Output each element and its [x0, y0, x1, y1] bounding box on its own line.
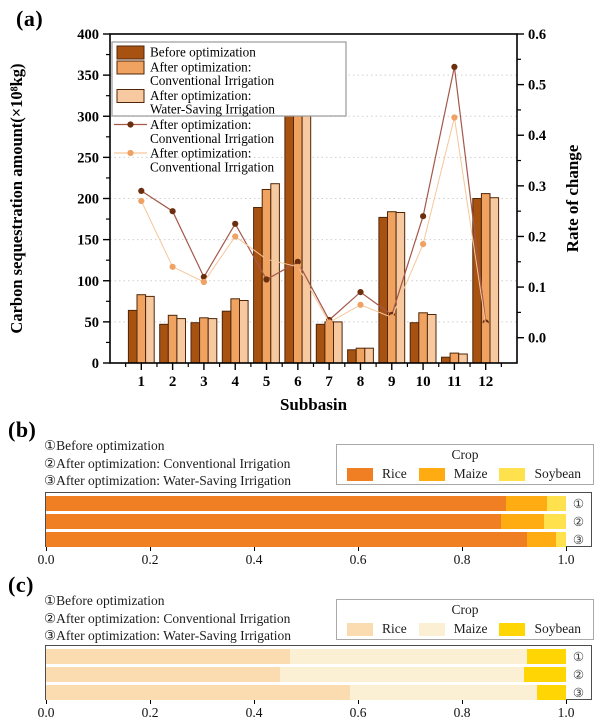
- legend-label: Before optimization: [150, 44, 256, 60]
- bar: [200, 318, 209, 363]
- bar: [168, 315, 177, 363]
- axis-tick: [254, 700, 255, 704]
- axis-tick: [358, 547, 359, 551]
- stacked-bar: [46, 649, 566, 664]
- line-marker: [295, 264, 301, 270]
- bar: [222, 311, 231, 363]
- legend-label: After optimization:: [150, 88, 252, 103]
- line-marker: [263, 276, 269, 282]
- legend-line-marker: [127, 121, 133, 127]
- bar-segment-rice: [46, 667, 280, 682]
- line-marker: [170, 208, 176, 214]
- bar: [490, 198, 499, 363]
- axis-tick-label: 0.4: [245, 552, 263, 567]
- y-tick-label: 200: [77, 191, 99, 208]
- bar: [379, 217, 388, 363]
- stacked-bar: [46, 667, 566, 682]
- y2-tick-label: 0.1: [528, 280, 547, 297]
- y2-tick-label: 0.4: [528, 128, 547, 145]
- axis-tick-label: 0.2: [141, 552, 159, 567]
- crop-legend-item: [499, 466, 581, 482]
- bar: [481, 194, 490, 363]
- crop-label: Rice: [382, 621, 407, 636]
- x-tick-label: 5: [262, 374, 271, 390]
- legend-label: After optimization:: [150, 117, 252, 132]
- bar: [450, 353, 459, 363]
- bar-segment-soybean: [524, 667, 566, 682]
- bar: [334, 322, 343, 363]
- axis-tick-label: 0.4: [245, 705, 263, 720]
- stacked-bar-row: [46, 532, 591, 547]
- bar-segment-soybean: [544, 514, 566, 529]
- stacked-bar-row: [46, 514, 591, 529]
- y2-tick-label: 0.6: [528, 27, 547, 43]
- bar: [348, 350, 357, 363]
- bar-segment-rice: [46, 532, 527, 547]
- line-marker: [138, 198, 144, 204]
- axis-tick: [254, 547, 255, 551]
- bar: [160, 324, 169, 363]
- line-marker: [170, 264, 176, 270]
- crop-legend-item: [347, 466, 407, 482]
- legend-label: Conventional Irrigation: [150, 131, 275, 146]
- row-label: ①: [572, 496, 585, 511]
- axis-tick-label: 1.0: [557, 552, 575, 567]
- bar: [419, 313, 428, 363]
- y2-tick-label: 0.2: [528, 229, 547, 246]
- y-axis-title: Carbon sequestration amount(×10⁸kg): [7, 63, 26, 334]
- y-tick-label: 0: [91, 356, 99, 372]
- line-marker: [232, 233, 238, 239]
- stacked-bar: [46, 496, 566, 511]
- row-label: ②: [572, 667, 585, 682]
- x-tick-label: 11: [447, 374, 462, 390]
- line-marker: [138, 188, 144, 194]
- stacked-bar-row: [46, 649, 591, 664]
- line-marker: [357, 289, 363, 295]
- axis-tick: [462, 547, 463, 551]
- scenario-note: ③After optimization: Water-Saving Irrigation: [44, 628, 292, 643]
- x-axis-title: Subbasin: [279, 395, 348, 414]
- x-tick-label: 2: [168, 374, 177, 390]
- row-label: ③: [572, 532, 585, 547]
- bar: [177, 319, 186, 363]
- crop-swatch: [419, 468, 445, 481]
- crop-legend-c: [336, 599, 594, 640]
- legend-swatch: [117, 46, 144, 59]
- line-marker: [263, 256, 269, 262]
- x-tick-label: 1: [137, 374, 146, 390]
- x-tick-label: 4: [231, 374, 239, 390]
- bar: [191, 323, 200, 363]
- crop-label: Rice: [382, 466, 407, 481]
- crop-legend-item: [419, 466, 488, 482]
- panel-a-tag: (a): [16, 6, 44, 31]
- y-tick-label: 300: [77, 109, 99, 126]
- crop-label: Maize: [453, 621, 488, 636]
- line-marker: [420, 213, 426, 219]
- bar: [294, 75, 303, 363]
- stacked-bar: [46, 514, 566, 529]
- bar: [240, 301, 249, 364]
- bar: [316, 324, 325, 363]
- crop-label: Maize: [453, 466, 488, 481]
- crop-label: Soybean: [534, 621, 581, 636]
- bar: [410, 323, 419, 363]
- line-marker: [326, 319, 332, 325]
- axis-tick-label: 0.2: [141, 705, 159, 720]
- stacked-bars-c: [45, 645, 592, 700]
- line-marker: [451, 64, 457, 70]
- line-marker: [232, 221, 238, 227]
- axis-tick: [462, 700, 463, 704]
- crop-legend-items-c: [337, 618, 593, 637]
- panel-b-tag: (b): [8, 417, 37, 442]
- panel-c-tag: (c): [8, 572, 34, 597]
- axis-tick-label: 0.8: [453, 705, 471, 720]
- y-tick-label: 150: [77, 232, 99, 249]
- bar-segment-maize: [527, 532, 556, 547]
- x-tick-label: 3: [200, 374, 208, 390]
- stacked-bar-row: [46, 685, 591, 700]
- x-tick-label: 9: [388, 374, 396, 390]
- crop-legend-item: [419, 621, 488, 637]
- bar: [365, 348, 374, 363]
- crop-legend-item: [499, 621, 581, 637]
- legend-line-marker: [127, 150, 133, 156]
- legend-label: After optimization:: [150, 59, 252, 75]
- bar: [427, 315, 436, 364]
- bar: [442, 357, 451, 363]
- line-marker: [201, 279, 207, 285]
- y2-tick-label: 0.0: [528, 330, 547, 347]
- row-label: ②: [572, 514, 585, 529]
- bar: [146, 296, 155, 363]
- legend-label: After optimization:: [150, 145, 252, 161]
- bar-segment-rice: [46, 514, 501, 529]
- scenario-notes-c: [44, 592, 291, 645]
- axis-tick: [150, 547, 151, 551]
- x-tick-label: 10: [415, 374, 431, 390]
- legend-swatch: [117, 61, 144, 74]
- y-tick-label: 350: [77, 68, 99, 85]
- scenario-note: ②After optimization: Conventional Irrigation: [44, 610, 291, 626]
- x-tick-label: 6: [294, 374, 302, 390]
- scenario-notes-b: [44, 437, 291, 490]
- bar-segment-maize: [280, 667, 524, 682]
- crop-swatch: [347, 623, 373, 636]
- bar-segment-soybean: [537, 685, 566, 700]
- legend-label: Water-Saving Irrigation: [150, 101, 276, 117]
- crop-swatch: [419, 623, 445, 636]
- axis-tick: [566, 700, 567, 704]
- crop-legend-title-c: Crop: [451, 602, 479, 617]
- row-label: ①: [572, 649, 585, 664]
- line-marker: [483, 322, 489, 328]
- axis-tick: [358, 700, 359, 704]
- bar: [137, 295, 146, 363]
- bar-segment-rice: [46, 685, 350, 700]
- axis-tick-label: 0.6: [349, 705, 367, 720]
- scenario-note: ①Before optimization: [44, 593, 165, 608]
- legend-label: Conventional Irrigation: [150, 73, 275, 88]
- axis-tick-label: 0.6: [349, 552, 367, 567]
- stacked-bar: [46, 685, 566, 700]
- bar: [325, 322, 334, 363]
- bar: [254, 208, 263, 364]
- bar-segment-maize: [501, 514, 544, 529]
- bar-segment-rice: [46, 649, 290, 664]
- axis-tick: [46, 547, 47, 551]
- axis-tick-label: 0.0: [37, 552, 55, 567]
- bar: [262, 190, 271, 364]
- crop-swatch: [499, 623, 525, 636]
- bar: [128, 310, 137, 363]
- y-tick-label: 100: [77, 273, 99, 290]
- axis-tick-label: 1.0: [557, 705, 575, 720]
- bar-segment-soybean: [547, 496, 566, 511]
- bar: [388, 212, 397, 363]
- bar: [459, 354, 468, 363]
- crop-swatch: [499, 468, 525, 481]
- bar: [231, 299, 240, 363]
- bar-segment-maize: [506, 496, 547, 511]
- stacked-bar: [46, 532, 566, 547]
- scenario-note: ①Before optimization: [44, 438, 165, 453]
- axis-tick: [566, 547, 567, 551]
- bar: [356, 348, 365, 363]
- legend-swatch: [117, 90, 144, 103]
- stacked-bar-row: [46, 667, 591, 682]
- bar: [285, 114, 294, 363]
- bar-segment-soybean: [527, 649, 566, 664]
- stacked-bar-row: [46, 496, 591, 511]
- line-marker: [420, 241, 426, 247]
- crop-legend-title-b: Crop: [451, 447, 479, 462]
- stacked-bars-b: [45, 492, 592, 547]
- bar-segment-soybean: [556, 532, 566, 547]
- bar: [302, 78, 311, 363]
- scenario-note: ③After optimization: Water-Saving Irrigation: [44, 473, 292, 488]
- y2-tick-label: 0.5: [528, 77, 547, 94]
- x-tick-label: 8: [356, 374, 365, 390]
- bar-segment-maize: [290, 649, 527, 664]
- line-marker: [389, 314, 395, 320]
- bar-segment-maize: [350, 685, 537, 700]
- crop-swatch: [347, 468, 373, 481]
- crop-legend-items-b: [337, 463, 593, 482]
- y2-tick-label: 0.3: [528, 178, 547, 195]
- line-marker: [451, 114, 457, 120]
- axis-tick: [150, 700, 151, 704]
- y-tick-label: 400: [77, 27, 99, 43]
- y-tick-label: 50: [84, 314, 99, 331]
- x-tick-label: 7: [325, 374, 333, 390]
- row-label: ③: [572, 685, 585, 700]
- legend-label: Conventional Irrigation: [150, 159, 275, 175]
- axis-tick: [46, 700, 47, 704]
- line-marker: [357, 302, 363, 308]
- bar-segment-rice: [46, 496, 506, 511]
- scenario-note: ②After optimization: Conventional Irrigation: [44, 455, 291, 471]
- crop-legend-item: [347, 621, 407, 637]
- y-tick-label: 250: [77, 150, 99, 167]
- axis-tick-label: 0.8: [453, 552, 471, 567]
- y2-axis-title: Rate of change: [563, 144, 582, 253]
- axis-tick-label: 0.0: [37, 705, 55, 720]
- x-tick-label: 12: [478, 374, 494, 390]
- bar: [208, 319, 217, 363]
- crop-legend-b: [336, 444, 594, 485]
- crop-label: Soybean: [534, 466, 581, 481]
